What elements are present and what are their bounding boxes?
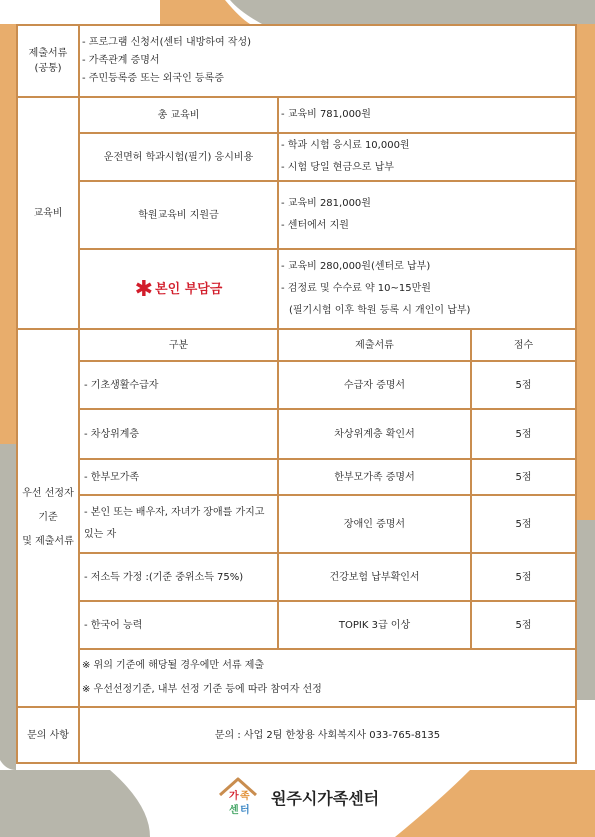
priority-notes-row [17, 649, 576, 707]
logo-char: 센 [228, 805, 239, 816]
docs-head [17, 25, 79, 97]
fee-line: - 시험 당일 현금으로 납부 [281, 162, 394, 173]
priority-category: - 한국어 능력 [79, 601, 278, 649]
fee-detail-total [278, 97, 576, 133]
priority-score: 5점 [471, 409, 576, 459]
priority-doc: TOPIK 3급 이상 [278, 601, 471, 649]
family-center-logo [216, 775, 260, 819]
table-row [17, 553, 576, 601]
fee-detail-subsidy [278, 181, 576, 249]
fee-head: 교육비 [17, 97, 79, 329]
fee-label-total: 총 교육비 [79, 97, 278, 133]
priority-score: 5점 [471, 495, 576, 553]
bg-orange-strip-left [0, 24, 16, 444]
priority-category: - 한부모가족 [79, 459, 278, 495]
priority-score: 5점 [471, 553, 576, 601]
docs-head-title: 제출서류 [28, 48, 68, 59]
docs-item: - 가족관계 증명서 [82, 55, 160, 66]
priority-head-line: 우선 선정자 [22, 488, 74, 499]
fee-line: - 교육비 781,000원 [281, 109, 371, 120]
col-header-score: 점수 [471, 329, 576, 361]
priority-head [17, 329, 79, 707]
fee-line: - 교육비 280,000원(센터로 납부) [281, 261, 431, 272]
info-table [16, 24, 577, 764]
logo-char: 터 [239, 805, 250, 816]
docs-head-sub: (공통) [34, 63, 62, 74]
priority-doc: 건강보험 납부확인서 [278, 553, 471, 601]
priority-doc: 장애인 증명서 [278, 495, 471, 553]
priority-head-line: 기준 [38, 512, 58, 523]
priority-score: 5점 [471, 601, 576, 649]
contact-row [17, 707, 576, 763]
fee-label-subsidy: 학원교육비 지원금 [79, 181, 278, 249]
table-row [17, 409, 576, 459]
fee-line: (필기시험 이후 학원 등록 시 개인이 납부) [289, 305, 471, 316]
fee-row-subsidy [17, 181, 576, 249]
docs-item: - 프로그램 신청서(센터 내방하여 작성) [82, 37, 252, 48]
fee-line: - 교육비 281,000원 [281, 198, 371, 209]
contact-text: 문의 : 사업 2팀 한창용 사회복지사 033-765-8135 [79, 707, 576, 763]
fee-label-exam: 운전면허 학과시험(필기) 응시비용 [79, 133, 278, 181]
bg-gray-strip-right [576, 520, 595, 700]
selfpay-label: 본인 부담금 [155, 281, 223, 297]
col-header-doc: 제출서류 [278, 329, 471, 361]
house-roof-icon [216, 775, 260, 819]
star-icon: ✱ [134, 276, 154, 302]
fee-label-selfpay [79, 249, 278, 329]
table-row [17, 361, 576, 409]
priority-category: - 본인 또는 배우자, 자녀가 장애를 가지고 있는 자 [79, 495, 278, 553]
priority-note: ※ 우선선정기준, 내부 선정 기준 등에 따라 참여자 선정 [82, 684, 322, 695]
priority-note: ※ 위의 기준에 해당될 경우에만 서류 제출 [82, 660, 265, 671]
fee-line: - 센터에서 지원 [281, 220, 349, 231]
priority-header-row [17, 329, 576, 361]
bg-orange-strip-right [576, 24, 595, 520]
priority-category: - 저소득 가정 :(기준 중위소득 75%) [79, 553, 278, 601]
contact-head: 문의 사항 [17, 707, 79, 763]
docs-list [79, 25, 576, 97]
logo-char: 족 [239, 791, 250, 802]
center-name: 원주시가족센터 [270, 788, 380, 808]
priority-doc: 수급자 증명서 [278, 361, 471, 409]
fee-line: - 검정료 및 수수료 약 10~15만원 [281, 283, 431, 294]
table-row [17, 601, 576, 649]
docs-row [17, 25, 576, 97]
priority-category: - 차상위계층 [79, 409, 278, 459]
priority-score: 5점 [471, 361, 576, 409]
bg-gray-strip-left [0, 444, 16, 770]
col-header-category: 구분 [79, 329, 278, 361]
footer [0, 775, 595, 825]
fee-detail-exam [278, 133, 576, 181]
table-row [17, 495, 576, 553]
table-row [17, 459, 576, 495]
priority-notes [79, 649, 576, 707]
priority-head-line: 및 제출서류 [22, 536, 74, 547]
logo-char: 가 [228, 791, 239, 802]
priority-score: 5점 [471, 459, 576, 495]
fee-row-total [17, 97, 576, 133]
fee-row-exam [17, 133, 576, 181]
fee-detail-selfpay [278, 249, 576, 329]
priority-doc: 한부모가족 증명서 [278, 459, 471, 495]
bg-gray-shape-top [230, 0, 595, 24]
fee-line: - 학과 시험 응시료 10,000원 [281, 140, 410, 151]
docs-item: - 주민등록증 또는 외국인 등록증 [82, 73, 224, 84]
priority-category: - 기초생활수급자 [79, 361, 278, 409]
fee-row-selfpay [17, 249, 576, 329]
priority-doc: 차상위계층 확인서 [278, 409, 471, 459]
